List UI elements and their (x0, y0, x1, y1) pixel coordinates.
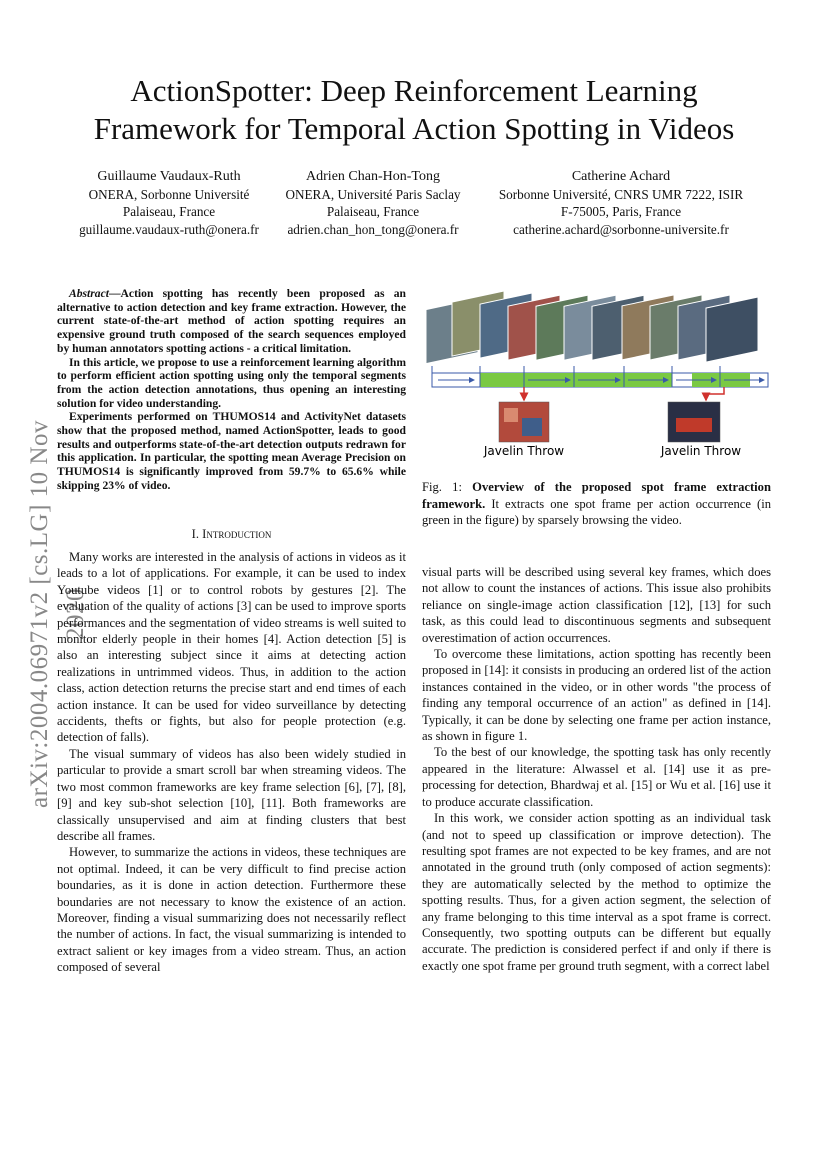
body-column-left (57, 549, 406, 976)
caption-prefix: Fig. 1: (422, 480, 462, 494)
section-title: Introduction (202, 527, 272, 541)
author-email[interactable]: adrien.chan_hon_tong@onera.fr (287, 221, 459, 237)
spot-label-right: Javelin Throw (660, 444, 742, 458)
abstract-paragraph-3: Experiments performed on THUMOS14 and ActivityNet datasets show that the proposed method, named ActionSpotter, leads to good results and outperforms state-of-the-art detection outputs redrawn for this application. In particular, the spotting mean Average Precision on THUMOS14 is significantly improved from 59.7% to 65.6% while skipping 23% of video. (57, 410, 406, 492)
caption-text: It extracts one spot frame per action occurrence (in green in the figure) by sparsely browsing the video. (422, 496, 771, 528)
author-affiliation: Sorbonne Université, CNRS UMR 7222, ISIR (498, 186, 744, 202)
figure-caption (422, 479, 771, 529)
timeline (432, 366, 768, 387)
paper-title (0, 72, 828, 148)
arxiv-stamp: arXiv:2004.06971v2 [cs.LG] 10 Nov 2020 (26, 420, 89, 808)
section-number: I. (191, 527, 199, 541)
paragraph: The visual summary of videos has also been widely studied in particular to provide a smart scroll bar when streaming videos. The two most common frameworks are key frame selection [6], [7], [8], [9] and key sub-shot selection [10], [11]. Both frameworks are classically unsupervised and aim at finding clusters that best describe all frames. (57, 746, 406, 843)
spot-frame-detail (504, 408, 518, 422)
author-affiliation: ONERA, Université Paris Saclay (285, 186, 461, 202)
figure-1-illustration (424, 284, 772, 464)
author-city: Palaiseau, France (122, 204, 216, 219)
author-email[interactable]: catherine.achard@sorbonne-universite.fr (513, 221, 729, 237)
figure-1 (424, 284, 772, 464)
body-column-right (422, 564, 771, 974)
abstract-paragraph-2: In this article, we propose to use a reinforcement learning algorithm to perform efficient action spotting using only the temporal segments from the action detection annotations, thus opening an interesting solution for video understanding. (57, 355, 406, 410)
author-city: F-75005, Paris, France (560, 204, 682, 219)
abstract (57, 287, 406, 493)
title-line-2: Framework for Temporal Action Spotting in Videos (93, 111, 735, 146)
author-block-1 (54, 168, 284, 238)
author-name: Adrien Chan-Hon-Tong (306, 169, 440, 184)
paragraph: In this work, we consider action spotting as an individual task (and not to speed up classification or improve detection). The resulting spot frames are not expected to be key frames, and are not annotated in the ground truth (only composed of action segments): they are automatically selected by the method to optimize the spotting results. Thus, for a given action segment, the selection of any frame belonging to this time interval as a spot frame is correct. Consequently, two spotting outputs can be different but equally accurate. The prediction is considered perfect if and only if there is exactly one spot frame per ground truth segment, with a correct label (422, 811, 771, 973)
spot-arrow-right (706, 387, 724, 400)
paragraph: To overcome these limitations, action spotting has recently been proposed in [14]: it consists in producing an ordered list of the action instances contained in the video, or in other words "the process of finding any temporal occurrence of an action" as defined in [14]. Typically, it can be done by selecting one frame per action instance, as shown in figure 1. (422, 647, 771, 744)
paragraph: Many works are interested in the analysis of actions in videos as it leads to a lot of applications. For example, it can be used to index Youtube videos [1] or to control robots by gestures [2]. The evaluation of the quality of actions [3] can be used to improve sports performances and the segmentation of video streams is well suited to monitor elderly people in their homes [4]. Action detection [5] is also an interesting subject since it aims at detecting action realizations in untrimmed videos. Thus, in addition to the action class, action detection returns the precise start and end times of each action instance. It can be used for video surveillance by detecting accidents, thefts or fights, but also for people protection (e.g. detection of falls). (57, 550, 406, 745)
spot-frame-detail (522, 418, 542, 436)
spot-frame-detail (676, 418, 712, 432)
video-frames-stack (426, 291, 758, 364)
author-block-3 (476, 168, 766, 238)
author-city: Palaiseau, France (326, 204, 420, 219)
abstract-paragraph-1: —Action spotting has recently been proposed as an alternative to action detection and key frame extraction. However, the current state-of-the-art method of action spotting requires an expensive ground truth composed of the search sequences employed by human annotators spotting actions - a critical limitation. (57, 287, 406, 355)
author-name: Guillaume Vaudaux-Ruth (97, 169, 241, 184)
spot-label-left: Javelin Throw (483, 444, 565, 458)
caption-title: Overview of the proposed spot frame extraction framework. (422, 480, 771, 511)
paragraph: visual parts will be described using several key frames, which does not allow to count the instances of actions. This issue also prohibits reliance on single-image action classification [12], [13] for such task, as this could lead to discontinuous segments and subsequent overestimation of action occurrences. (422, 565, 771, 645)
abstract-label: Abstract (69, 287, 109, 300)
title-line-1: ActionSpotter: Deep Reinforcement Learning (130, 73, 698, 108)
author-name: Catherine Achard (571, 169, 671, 184)
author-affiliation: ONERA, Sorbonne Université (88, 186, 250, 202)
section-heading (57, 527, 406, 542)
author-email[interactable]: guillaume.vaudaux-ruth@onera.fr (79, 221, 259, 237)
paragraph: To the best of our knowledge, the spotting task has only recently appeared in the literature: Alwassel et al. [14] use it as pre-processing for detection, Bhardwaj et al. [15] or Wu et al. [16] use it to produce accurate classification. (422, 745, 771, 809)
author-block-2 (258, 168, 488, 238)
video-frame (706, 297, 758, 362)
paragraph: However, to summarize the actions in videos, these techniques are not optimal. Indeed, it can be very difficult to find precise action boundaries, as it is done in action detection. Furthermore these boundaries are not necessary to know the existence of an action. Moreover, finding a visual summarizing does not necessarily reflect the number of actions. In fact, the visual summarizing is intended to extract salient or key images from a video stream. Thus, an action composed of several (57, 845, 406, 975)
